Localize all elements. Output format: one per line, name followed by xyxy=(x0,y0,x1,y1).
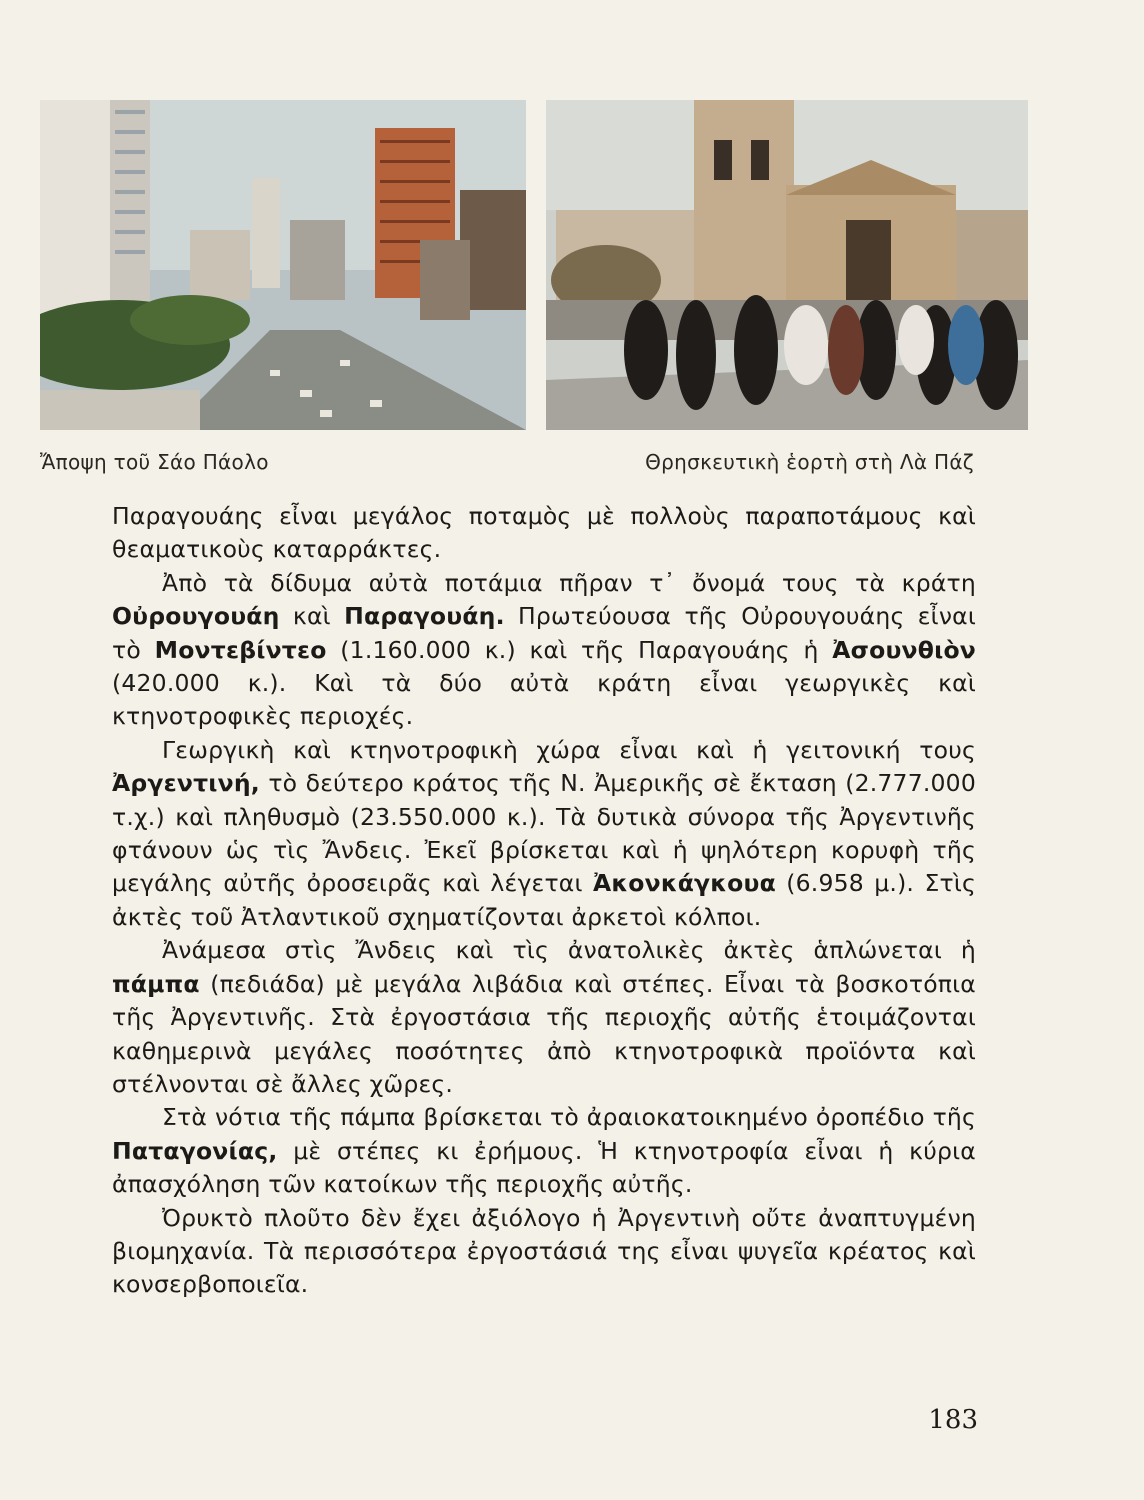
term-paraguay: Παραγουάη. xyxy=(344,602,505,631)
paragraph-1: Παραγουάης εἶναι μεγάλος ποταμὸς μὲ πολλοὺς παραποτάμους καὶ θεαματικοὺς καταρράκτες. xyxy=(112,502,976,564)
term-aconcagua: Ἀκονκάγκουα xyxy=(592,869,776,898)
term-patagonia: Παταγονίας, xyxy=(112,1136,278,1165)
text-span: τὸ δεύτερο κράτος τῆς Ν. Ἀμερικῆς σὲ ἔκταση (2.777.000 τ.χ.) καὶ πληθυσμὸ (23.550.000 κ.). Τὰ δυτικὰ σύνορα τῆς Ἀργεντινῆς φτάνουν ὡς τὶς Ἄνδεις. Ἐκεῖ βρίσκεται καὶ ἡ ψηλότερη κορυφὴ τῆς μεγάλης αὐτῆς ὀροσειρᾶς καὶ λέγεται xyxy=(112,769,976,898)
text-span: Ἀπὸ τὰ δίδυμα αὐτὰ ποτάμια πῆραν τ᾽ ὄνομά τους τὰ κράτη xyxy=(162,568,976,597)
term-argentina: Ἀργεντινή, xyxy=(112,769,260,798)
sao-paulo-illustration xyxy=(40,100,526,430)
text-span: καὶ xyxy=(279,602,345,631)
la-paz-illustration xyxy=(546,100,1028,430)
text-span: Στὰ νότια τῆς πάμπα βρίσκεται τὸ ἀραιοκατοικημένο ὀροπέδιο τῆς xyxy=(162,1103,976,1132)
photo-sao-paulo xyxy=(40,100,526,430)
paragraph-3 xyxy=(112,734,976,934)
paragraph-6: Ὀρυκτὸ πλοῦτο δὲν ἔχει ἀξιόλογο ἡ Ἀργεντινὴ οὔτε ἀναπτυγμένη βιομηχανία. Τὰ περισσότερα ἐργοστάσιά της εἶναι ψυγεῖα κρέατος καὶ κονσερβοποιεῖα. xyxy=(112,1203,976,1299)
text-span: μὲ στέπες κι ἐρήμους. Ἡ κτηνοτροφία εἶναι ἡ κύρια ἀπασχόληση τῶν κατοίκων τῆς περιοχῆς αὐτῆς. xyxy=(112,1136,976,1199)
page-number: 183 xyxy=(928,1405,978,1435)
body-text xyxy=(112,500,976,1302)
photo-la-paz xyxy=(546,100,1028,430)
text-span: (6.958 μ.). Στὶς ἀκτὲς τοῦ Ἀτλαντικοῦ σχηματίζονται ἀρκετοὶ κόλποι. xyxy=(112,869,976,931)
caption-sao-paulo: Ἄποψη τοῦ Σάο Πάολο xyxy=(40,450,269,474)
term-uruguay: Οὐρουγουάη xyxy=(112,602,280,631)
text-span: (420.000 κ.). Καὶ τὰ δύο αὐτὰ κράτη εἶναι γεωργικὲς καὶ κτηνοτροφικὲς περιοχές. xyxy=(112,669,976,731)
paragraph-4 xyxy=(112,934,976,1101)
term-asuncion: Ἀσουνθιὸν xyxy=(832,635,976,664)
text-span: Ἀνάμεσα στὶς Ἄνδεις καὶ τὶς ἀνατολικὲς ἀκτὲς ἁπλώνεται ἡ xyxy=(162,936,976,965)
term-montevideo: Μοντεβίντεο xyxy=(154,635,327,664)
paragraph-5 xyxy=(112,1101,976,1201)
text-span: Γεωργικὴ καὶ κτηνοτροφικὴ χώρα εἶναι καὶ ἡ γειτονική τους xyxy=(162,735,976,764)
text-span: Πρωτεύουσα τῆς Οὐρουγουάης εἶναι τὸ xyxy=(112,602,976,664)
text-span: (1.160.000 κ.) καὶ τῆς Παραγουάης ἡ xyxy=(326,635,833,664)
term-pampa: πάμπα xyxy=(112,969,200,998)
paragraph-2 xyxy=(112,567,976,734)
caption-la-paz: Θρησκευτικὴ ἑορτὴ στὴ Λὰ Πάζ xyxy=(645,450,974,474)
text-span: (πεδιάδα) μὲ μεγάλα λιβάδια καὶ στέπες. Εἶναι τὰ βοσκοτόπια τῆς Ἀργεντινῆς. Στὰ ἐργοστάσια τῆς περιοχῆς αὐτῆς ἑτοιμάζονται καθημερινὰ μεγάλες ποσότητες ἀπὸ κτηνοτροφικὰ προϊόντα καὶ στέλνονται σὲ ἄλλες χῶρες. xyxy=(112,969,976,1098)
